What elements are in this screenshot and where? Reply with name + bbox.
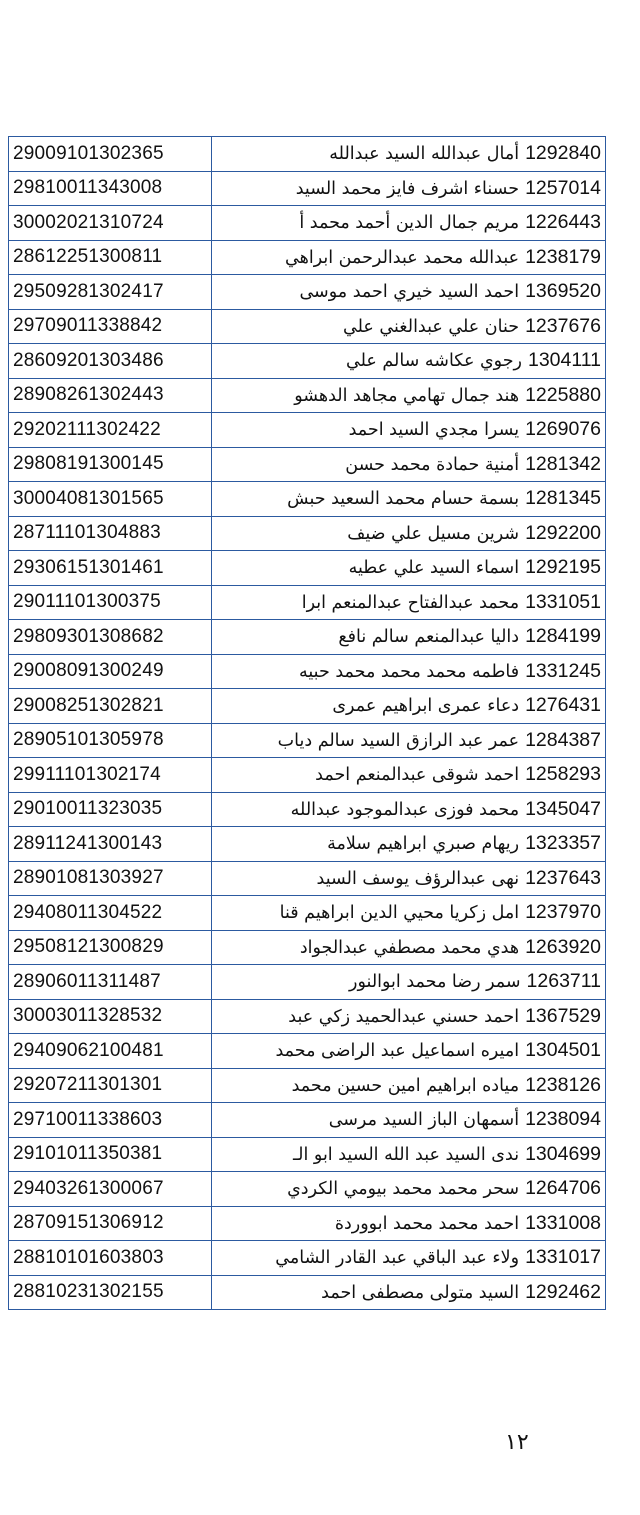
table-row bbox=[9, 551, 606, 586]
table-row bbox=[9, 378, 606, 413]
name-code-cell bbox=[212, 378, 606, 413]
national-id-cell: 28911241300143 bbox=[9, 827, 212, 862]
national-id-cell: 28908261302443 bbox=[9, 378, 212, 413]
employee-code: 1263920 bbox=[525, 935, 601, 958]
employee-code: 1304699 bbox=[525, 1142, 601, 1165]
name-code-cell bbox=[212, 896, 606, 931]
table-row bbox=[9, 654, 606, 689]
national-id-cell: 29202111302422 bbox=[9, 413, 212, 448]
national-id-cell: 28901081303927 bbox=[9, 861, 212, 896]
name-code-cell bbox=[212, 620, 606, 655]
national-id-cell: 28612251300811 bbox=[9, 240, 212, 275]
name-code-cell bbox=[212, 1068, 606, 1103]
employee-code: 1331008 bbox=[525, 1211, 601, 1234]
table-row bbox=[9, 206, 606, 241]
name-code-cell bbox=[212, 930, 606, 965]
employee-code: 1238094 bbox=[525, 1108, 601, 1131]
person-name: احمد حسني عبدالحميد زكي عبد bbox=[288, 1006, 520, 1027]
person-name: محمد فوزى عبدالموجود عبدالله bbox=[290, 799, 520, 820]
name-code-cell bbox=[212, 309, 606, 344]
person-name: اسماء السيد علي عطيه bbox=[348, 558, 520, 579]
person-name: سمر رضا محمد ابوالنور bbox=[349, 972, 521, 993]
person-name: احمد شوقى عبدالمنعم احمد bbox=[315, 765, 520, 786]
national-id-cell: 29008251302821 bbox=[9, 689, 212, 724]
name-code-cell bbox=[212, 1103, 606, 1138]
employee-code: 1292840 bbox=[525, 142, 601, 165]
employee-code: 1258293 bbox=[525, 763, 601, 786]
name-code-cell bbox=[212, 654, 606, 689]
national-id-cell: 29710011338603 bbox=[9, 1103, 212, 1138]
employee-code: 1225880 bbox=[525, 383, 601, 406]
name-code-cell bbox=[212, 1275, 606, 1310]
name-code-cell bbox=[212, 1241, 606, 1276]
table-row bbox=[9, 240, 606, 275]
person-name: محمد عبدالفتاح عبدالمنعم ابرا bbox=[301, 592, 520, 613]
table-row bbox=[9, 309, 606, 344]
roster-body bbox=[9, 137, 606, 1310]
national-id-cell: 28905101305978 bbox=[9, 723, 212, 758]
table-row bbox=[9, 482, 606, 517]
national-id-cell: 29403261300067 bbox=[9, 1172, 212, 1207]
person-name: حسناء اشرف فايز محمد السيد bbox=[295, 178, 520, 199]
national-id-cell: 29009101302365 bbox=[9, 137, 212, 172]
name-code-cell bbox=[212, 551, 606, 586]
name-code-cell bbox=[212, 413, 606, 448]
person-name: هدي محمد مصطفي عبدالجواد bbox=[299, 937, 520, 958]
employee-code: 1238179 bbox=[525, 245, 601, 268]
employee-code: 1238126 bbox=[525, 1073, 601, 1096]
person-name: داليا عبدالمنعم سالم نافع bbox=[338, 627, 520, 648]
person-name: مياده ابراهيم امين حسين محمد bbox=[291, 1075, 520, 1096]
person-name: رجوي عكاشه سالم علي bbox=[345, 351, 522, 372]
person-name: شرين مسيل علي ضيف bbox=[347, 523, 520, 544]
table-row bbox=[9, 1241, 606, 1276]
table-row bbox=[9, 413, 606, 448]
name-code-cell bbox=[212, 827, 606, 862]
national-id-cell: 28609201303486 bbox=[9, 344, 212, 379]
national-id-cell: 29810011343008 bbox=[9, 171, 212, 206]
name-code-cell bbox=[212, 1034, 606, 1069]
table-row bbox=[9, 275, 606, 310]
employee-code: 1281342 bbox=[525, 452, 601, 475]
name-code-cell bbox=[212, 171, 606, 206]
employee-code: 1281345 bbox=[525, 487, 601, 510]
table-row bbox=[9, 1137, 606, 1172]
person-name: ولاء عبد الباقي عبد القادر الشامي bbox=[275, 1248, 520, 1269]
person-name: فاطمه محمد محمد محمد حبيه bbox=[299, 661, 520, 682]
national-id-cell: 29010011323035 bbox=[9, 792, 212, 827]
table-row bbox=[9, 1172, 606, 1207]
national-id-cell: 29808191300145 bbox=[9, 447, 212, 482]
name-code-cell bbox=[212, 447, 606, 482]
person-name: مريم جمال الدين أحمد محمد أ bbox=[299, 213, 520, 234]
table-row bbox=[9, 1103, 606, 1138]
national-id-cell: 29306151301461 bbox=[9, 551, 212, 586]
table-row bbox=[9, 137, 606, 172]
employee-code: 1304501 bbox=[525, 1039, 601, 1062]
name-code-cell bbox=[212, 482, 606, 517]
national-id-cell: 29709011338842 bbox=[9, 309, 212, 344]
table-row bbox=[9, 999, 606, 1034]
national-id-cell: 30003011328532 bbox=[9, 999, 212, 1034]
table-row bbox=[9, 758, 606, 793]
name-code-cell bbox=[212, 792, 606, 827]
table-row bbox=[9, 827, 606, 862]
person-name: بسمة حسام محمد السعيد حبش bbox=[287, 489, 520, 510]
name-code-cell bbox=[212, 1206, 606, 1241]
national-id-cell: 29809301308682 bbox=[9, 620, 212, 655]
employee-code: 1237643 bbox=[525, 866, 601, 889]
table-row bbox=[9, 516, 606, 551]
table-row bbox=[9, 930, 606, 965]
person-name: اميره اسماعيل عبد الراضى محمد bbox=[275, 1041, 520, 1062]
name-code-cell bbox=[212, 206, 606, 241]
person-name: أسمهان الباز السيد مرسى bbox=[328, 1110, 520, 1131]
employee-code: 1263711 bbox=[526, 970, 601, 993]
national-id-cell: 29207211301301 bbox=[9, 1068, 212, 1103]
national-id-cell: 30004081301565 bbox=[9, 482, 212, 517]
person-name: يسرا مجدي السيد احمد bbox=[348, 420, 520, 441]
employee-code: 1304111 bbox=[527, 349, 601, 372]
national-id-cell: 29408011304522 bbox=[9, 896, 212, 931]
name-code-cell bbox=[212, 137, 606, 172]
table-row bbox=[9, 965, 606, 1000]
table-row bbox=[9, 792, 606, 827]
employee-code: 1257014 bbox=[525, 176, 601, 199]
table-row bbox=[9, 723, 606, 758]
name-code-cell bbox=[212, 723, 606, 758]
employee-code: 1237970 bbox=[525, 901, 601, 924]
person-name: هند جمال تهامي مجاهد الدهشو bbox=[294, 385, 520, 406]
name-code-cell bbox=[212, 275, 606, 310]
person-name: احمد السيد خيري احمد موسى bbox=[299, 282, 520, 303]
person-name: السيد متولى مصطفى احمد bbox=[321, 1282, 520, 1303]
table-row bbox=[9, 620, 606, 655]
table-row bbox=[9, 171, 606, 206]
national-id-cell: 29509281302417 bbox=[9, 275, 212, 310]
page-number: ١٢ bbox=[505, 1430, 529, 1455]
name-code-cell bbox=[212, 861, 606, 896]
name-code-cell bbox=[212, 1137, 606, 1172]
employee-code: 1292200 bbox=[525, 521, 601, 544]
person-name: احمد محمد محمد ابووردة bbox=[334, 1213, 520, 1234]
employee-code: 1284199 bbox=[525, 625, 601, 648]
employee-code: 1276431 bbox=[525, 694, 601, 717]
national-id-cell: 29008091300249 bbox=[9, 654, 212, 689]
table-row bbox=[9, 1275, 606, 1310]
name-code-cell bbox=[212, 240, 606, 275]
name-code-cell bbox=[212, 758, 606, 793]
table-row bbox=[9, 1034, 606, 1069]
person-name: دعاء عمرى ابراهيم عمرى bbox=[332, 696, 520, 717]
person-name: حنان علي عبدالغني علي bbox=[343, 316, 520, 337]
employee-code: 1269076 bbox=[525, 418, 601, 441]
national-id-cell: 28810231302155 bbox=[9, 1275, 212, 1310]
employee-code: 1264706 bbox=[525, 1177, 601, 1200]
national-id-cell: 28906011311487 bbox=[9, 965, 212, 1000]
person-name: عبدالله محمد عبدالرحمن ابراهي bbox=[285, 247, 520, 268]
person-name: أمال عبدالله السيد عبدالله bbox=[329, 144, 520, 165]
table-row bbox=[9, 1206, 606, 1241]
employee-code: 1292462 bbox=[525, 1280, 601, 1303]
national-id-cell: 28709151306912 bbox=[9, 1206, 212, 1241]
employee-code: 1331051 bbox=[525, 590, 601, 613]
national-id-cell: 28711101304883 bbox=[9, 516, 212, 551]
national-id-cell: 29911101302174 bbox=[9, 758, 212, 793]
name-code-cell bbox=[212, 1172, 606, 1207]
national-id-cell: 30002021310724 bbox=[9, 206, 212, 241]
table-row bbox=[9, 861, 606, 896]
employee-code: 1323357 bbox=[525, 832, 601, 855]
national-id-cell: 29101011350381 bbox=[9, 1137, 212, 1172]
employee-code: 1369520 bbox=[525, 280, 601, 303]
name-code-cell bbox=[212, 689, 606, 724]
person-name: نهى عبدالرؤف يوسف السيد bbox=[316, 868, 520, 889]
employee-code: 1237676 bbox=[525, 314, 601, 337]
roster-table bbox=[8, 136, 606, 1310]
employee-code: 1292195 bbox=[525, 556, 601, 579]
employee-code: 1331017 bbox=[525, 1246, 601, 1269]
national-id-cell: 28810101603803 bbox=[9, 1241, 212, 1276]
employee-code: 1284387 bbox=[525, 728, 601, 751]
table-row bbox=[9, 447, 606, 482]
person-name: أمنية حمادة محمد حسن bbox=[345, 454, 520, 475]
employee-code: 1331245 bbox=[525, 659, 601, 682]
national-id-cell: 29508121300829 bbox=[9, 930, 212, 965]
name-code-cell bbox=[212, 585, 606, 620]
person-name: ريهام صبري ابراهيم سلامة bbox=[327, 834, 520, 855]
employee-code: 1226443 bbox=[525, 211, 601, 234]
table-row bbox=[9, 1068, 606, 1103]
name-code-cell bbox=[212, 965, 606, 1000]
table-row bbox=[9, 585, 606, 620]
person-name: عمر عبد الرازق السيد سالم دياب bbox=[277, 730, 520, 751]
table-row bbox=[9, 896, 606, 931]
table-row bbox=[9, 689, 606, 724]
table-row bbox=[9, 344, 606, 379]
national-id-cell: 29011101300375 bbox=[9, 585, 212, 620]
employee-code: 1345047 bbox=[525, 797, 601, 820]
person-name: امل زكريا محيي الدين ابراهيم قنا bbox=[279, 903, 520, 924]
person-name: سحر محمد محمد بيومي الكردي bbox=[287, 1179, 520, 1200]
employee-code: 1367529 bbox=[525, 1004, 601, 1027]
name-code-cell bbox=[212, 999, 606, 1034]
name-code-cell bbox=[212, 344, 606, 379]
person-name: ندى السيد عبد الله السيد ابو الـ bbox=[293, 1144, 520, 1165]
national-id-cell: 29409062100481 bbox=[9, 1034, 212, 1069]
name-code-cell bbox=[212, 516, 606, 551]
